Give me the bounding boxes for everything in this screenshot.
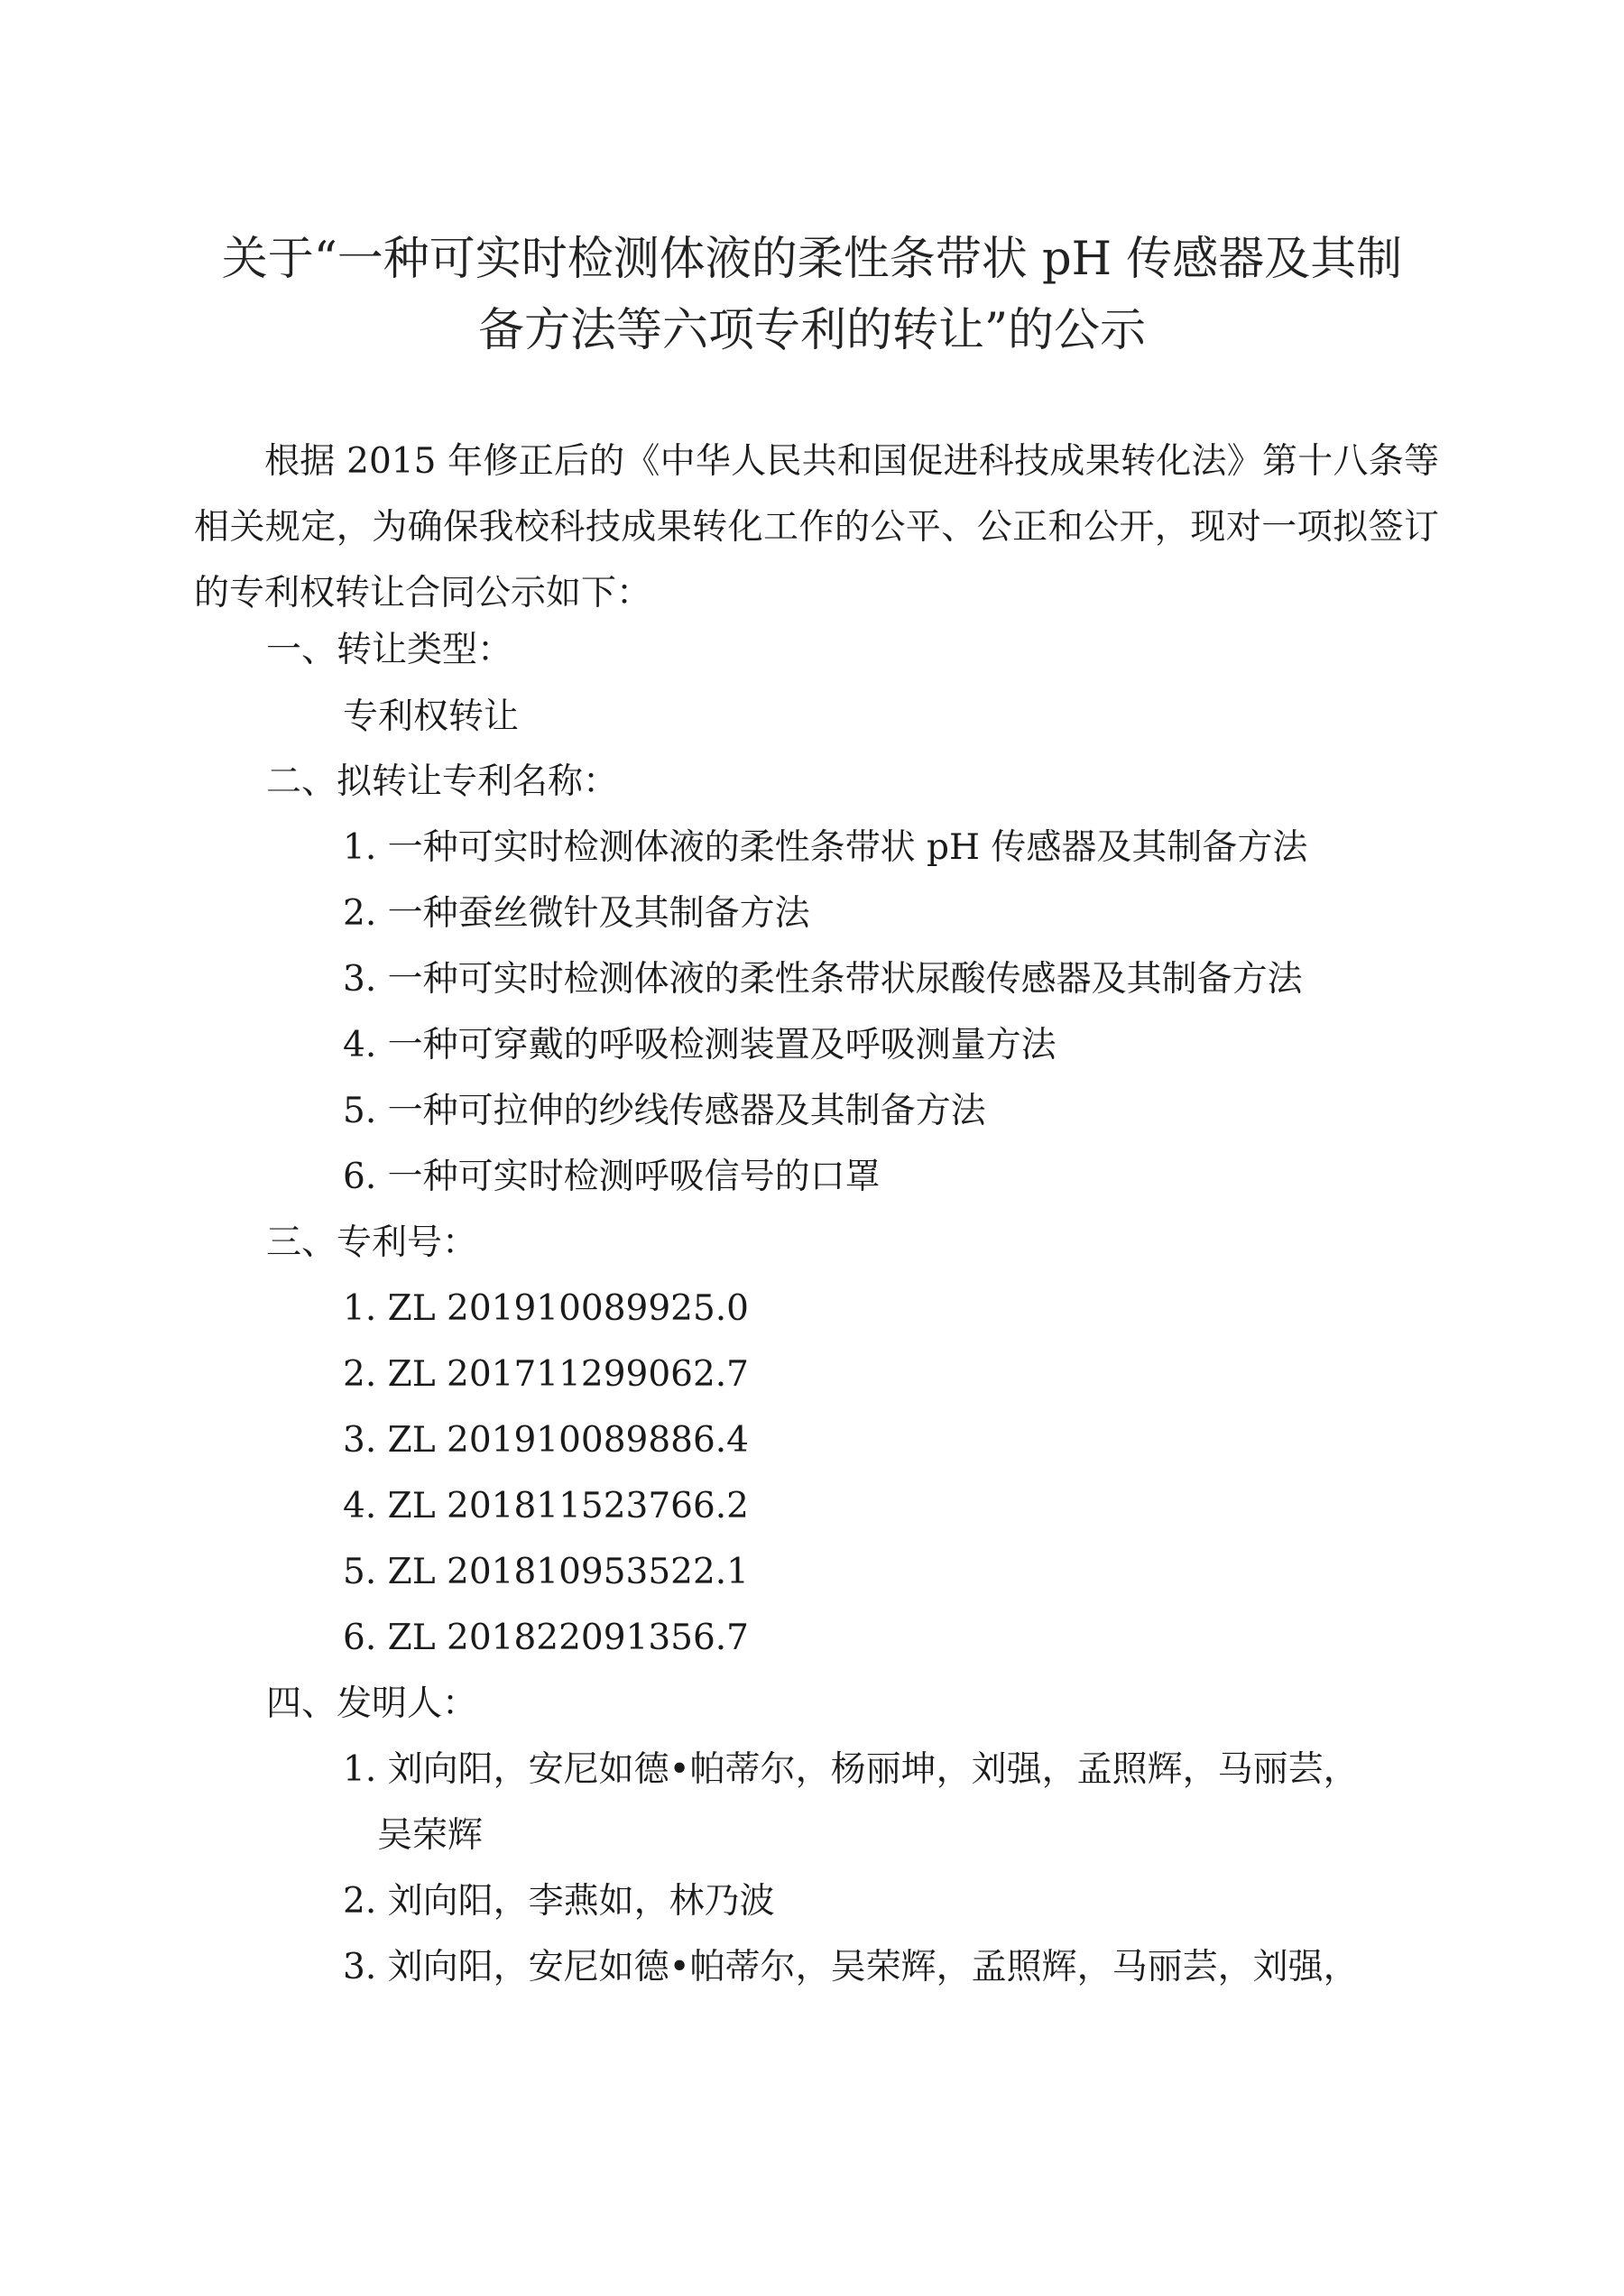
section-heading-transfer-type: 一、转让类型： [266,630,513,670]
inventor-item: 3. 刘向阳，安尼如德•帕蒂尔，吴荣辉，孟照辉，马丽芸，刘强， [343,1947,1359,1987]
patent-name-item: 1. 一种可实时检测体液的柔性条带状 pH 传感器及其制备方法 [343,827,1308,868]
document-title [180,224,1444,366]
patent-name-item: 2. 一种蚕丝微针及其制备方法 [343,893,810,934]
patent-name-item: 3. 一种可实时检测体液的柔性条带状尿酸传感器及其制备方法 [343,959,1303,1000]
patent-number-item: 5. ZL 201810953522.1 [343,1552,749,1592]
patent-name-item: 6. 一种可实时检测呼吸信号的口罩 [343,1157,881,1197]
inventor-item-continuation: 吴荣辉 [377,1815,484,1856]
section-heading-patent-numbers: 三、专利号： [266,1222,478,1263]
patent-number-item: 3. ZL 201910089886.4 [343,1420,749,1461]
intro-text: 根据 2015 年修正后的《中华人民共和国促进科技成果转化法》第十八条等相关规定，为确保我校科技成果转化工作的公平、公正和公开，现对一项拟签订的专利权转让合同公示如下： [194,441,1439,613]
section-heading-inventors: 四、发明人： [266,1683,478,1724]
inventor-item: 1. 刘向阳，安尼如德•帕蒂尔，杨丽坤，刘强，孟照辉，马丽芸， [343,1749,1359,1790]
patent-number-item: 6. ZL 201822091356.7 [343,1618,749,1658]
patent-name-item: 5. 一种可拉伸的纱线传感器及其制备方法 [343,1091,986,1131]
title-line-2: 备方法等六项专利的转让”的公示 [477,304,1147,357]
section-heading-patent-names: 二、拟转让专利名称： [266,761,619,802]
transfer-type-value: 专利权转让 [343,696,520,737]
patent-number-item: 2. ZL 201711299062.7 [343,1354,749,1395]
inventor-item: 2. 刘向阳，李燕如，林乃波 [343,1881,775,1922]
patent-name-item: 4. 一种可穿戴的呼吸检测装置及呼吸测量方法 [343,1025,1057,1065]
intro-paragraph [194,429,1439,626]
patent-number-item: 1. ZL 201910089925.0 [343,1288,749,1329]
patent-number-item: 4. ZL 201811523766.2 [343,1486,749,1526]
title-line-1: 关于“一种可实时检测体液的柔性条带状 pH 传感器及其制 [221,233,1403,286]
